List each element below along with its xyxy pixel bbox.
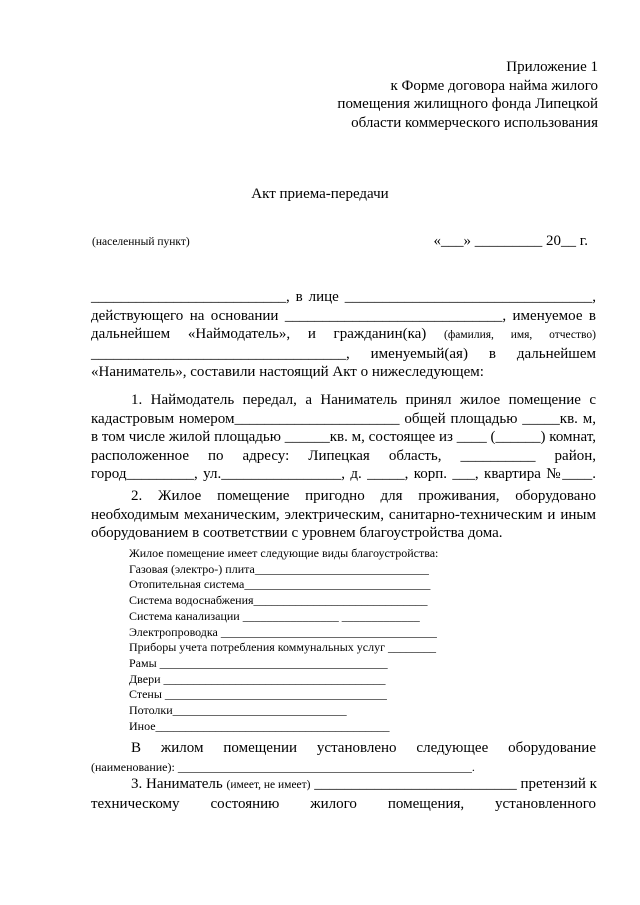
amenity-item: Двери _____________________________________ <box>129 671 386 686</box>
text-fragment: 3. Наниматель <box>131 776 223 792</box>
amenities-list <box>129 546 438 734</box>
amenity-item: Стены _____________________________________ <box>129 687 387 702</box>
text-fragment: дальнейшем «Наймодатель», и гражданин(ка) <box>91 326 427 342</box>
text-line <box>91 325 596 345</box>
text-line: город_________, ул.________________, д. _____, корп. ___, квартира №____. <box>91 466 596 482</box>
amenity-item: Отопительная система_______________________________ <box>129 577 431 592</box>
place-label: (населенный пункт) <box>92 236 190 248</box>
text-line: оборудованием в соответствии с уровнем благоустройства дома. <box>91 525 503 541</box>
text-line: в том числе жилой площадью ______кв. м, состоящее из ____ (______) комнат, <box>91 429 596 445</box>
appendix-line: Приложение 1 <box>506 59 598 75</box>
appendix-header <box>198 58 598 132</box>
text-line: 2. Жилое помещение пригодно для проживания, оборудовано <box>131 488 596 504</box>
text-line: действующего на основании _____________________________, именуемое в <box>91 307 596 324</box>
text-line: «Наниматель», составили настоящий Акт о нижеследующем: <box>91 364 484 380</box>
amenity-item: Система водоснабжения_____________________________ <box>129 593 428 608</box>
text-line: необходимым механическим, электрическим, санитарно-техническим и иным <box>91 506 596 523</box>
amenity-item: Система канализации ________________ _____________ <box>129 608 420 623</box>
text-line: __________________________, в лице _________________________________, <box>91 289 596 305</box>
appendix-line: помещения жилищного фонда Липецкой <box>337 96 598 112</box>
document-title: Акт приема-передачи <box>251 186 389 202</box>
text-line: __________________________________, именуемый(ая) в дальнейшем <box>91 345 596 362</box>
amenity-item: Электропроводка ____________________________________ <box>129 624 437 639</box>
text-line <box>91 775 596 795</box>
fio-note: (фамилия, имя, отчество) <box>444 329 596 341</box>
text-line: кадастровым номером______________________ общей площадью _____кв. м, <box>91 410 596 427</box>
text-fragment: ___________________________ претензий к <box>314 776 597 792</box>
appendix-line: области коммерческого использования <box>351 114 598 131</box>
amenity-item: Иное_______________________________________ <box>129 718 390 733</box>
text-line: В жилом помещении установлено следующее оборудование <box>131 740 596 756</box>
text-line: 1. Наймодатель передал, а Наниматель принял жилое помещение с <box>131 392 596 408</box>
text-line: техническому состоянию жилого помещения, установленного <box>91 795 596 812</box>
intro-paragraph <box>91 288 596 382</box>
paragraph-1 <box>91 391 596 484</box>
claims-note: (имеет, не имеет) <box>226 779 311 791</box>
amenity-item: Потолки_____________________________ <box>129 703 347 718</box>
appendix-line: к Форме договора найма жилого <box>390 77 598 94</box>
paragraph-3 <box>91 775 596 813</box>
date-line: «___» _________ 20__ г. <box>433 233 588 249</box>
text-line: (наименование): _________________________________________________. <box>91 759 475 774</box>
amenity-item: Рамы ______________________________________ <box>129 655 388 670</box>
amenities-heading: Жилое помещение имеет следующие виды благоустройства: <box>129 546 439 560</box>
amenity-item: Газовая (электро-) плита_____________________________ <box>129 561 429 576</box>
amenity-item: Приборы учета потребления коммунальных услуг ________ <box>129 640 437 655</box>
text-line: расположенное по адресу: Липецкая область, __________ район, <box>91 447 596 464</box>
equipment-paragraph <box>91 739 596 776</box>
paragraph-2 <box>91 487 596 543</box>
